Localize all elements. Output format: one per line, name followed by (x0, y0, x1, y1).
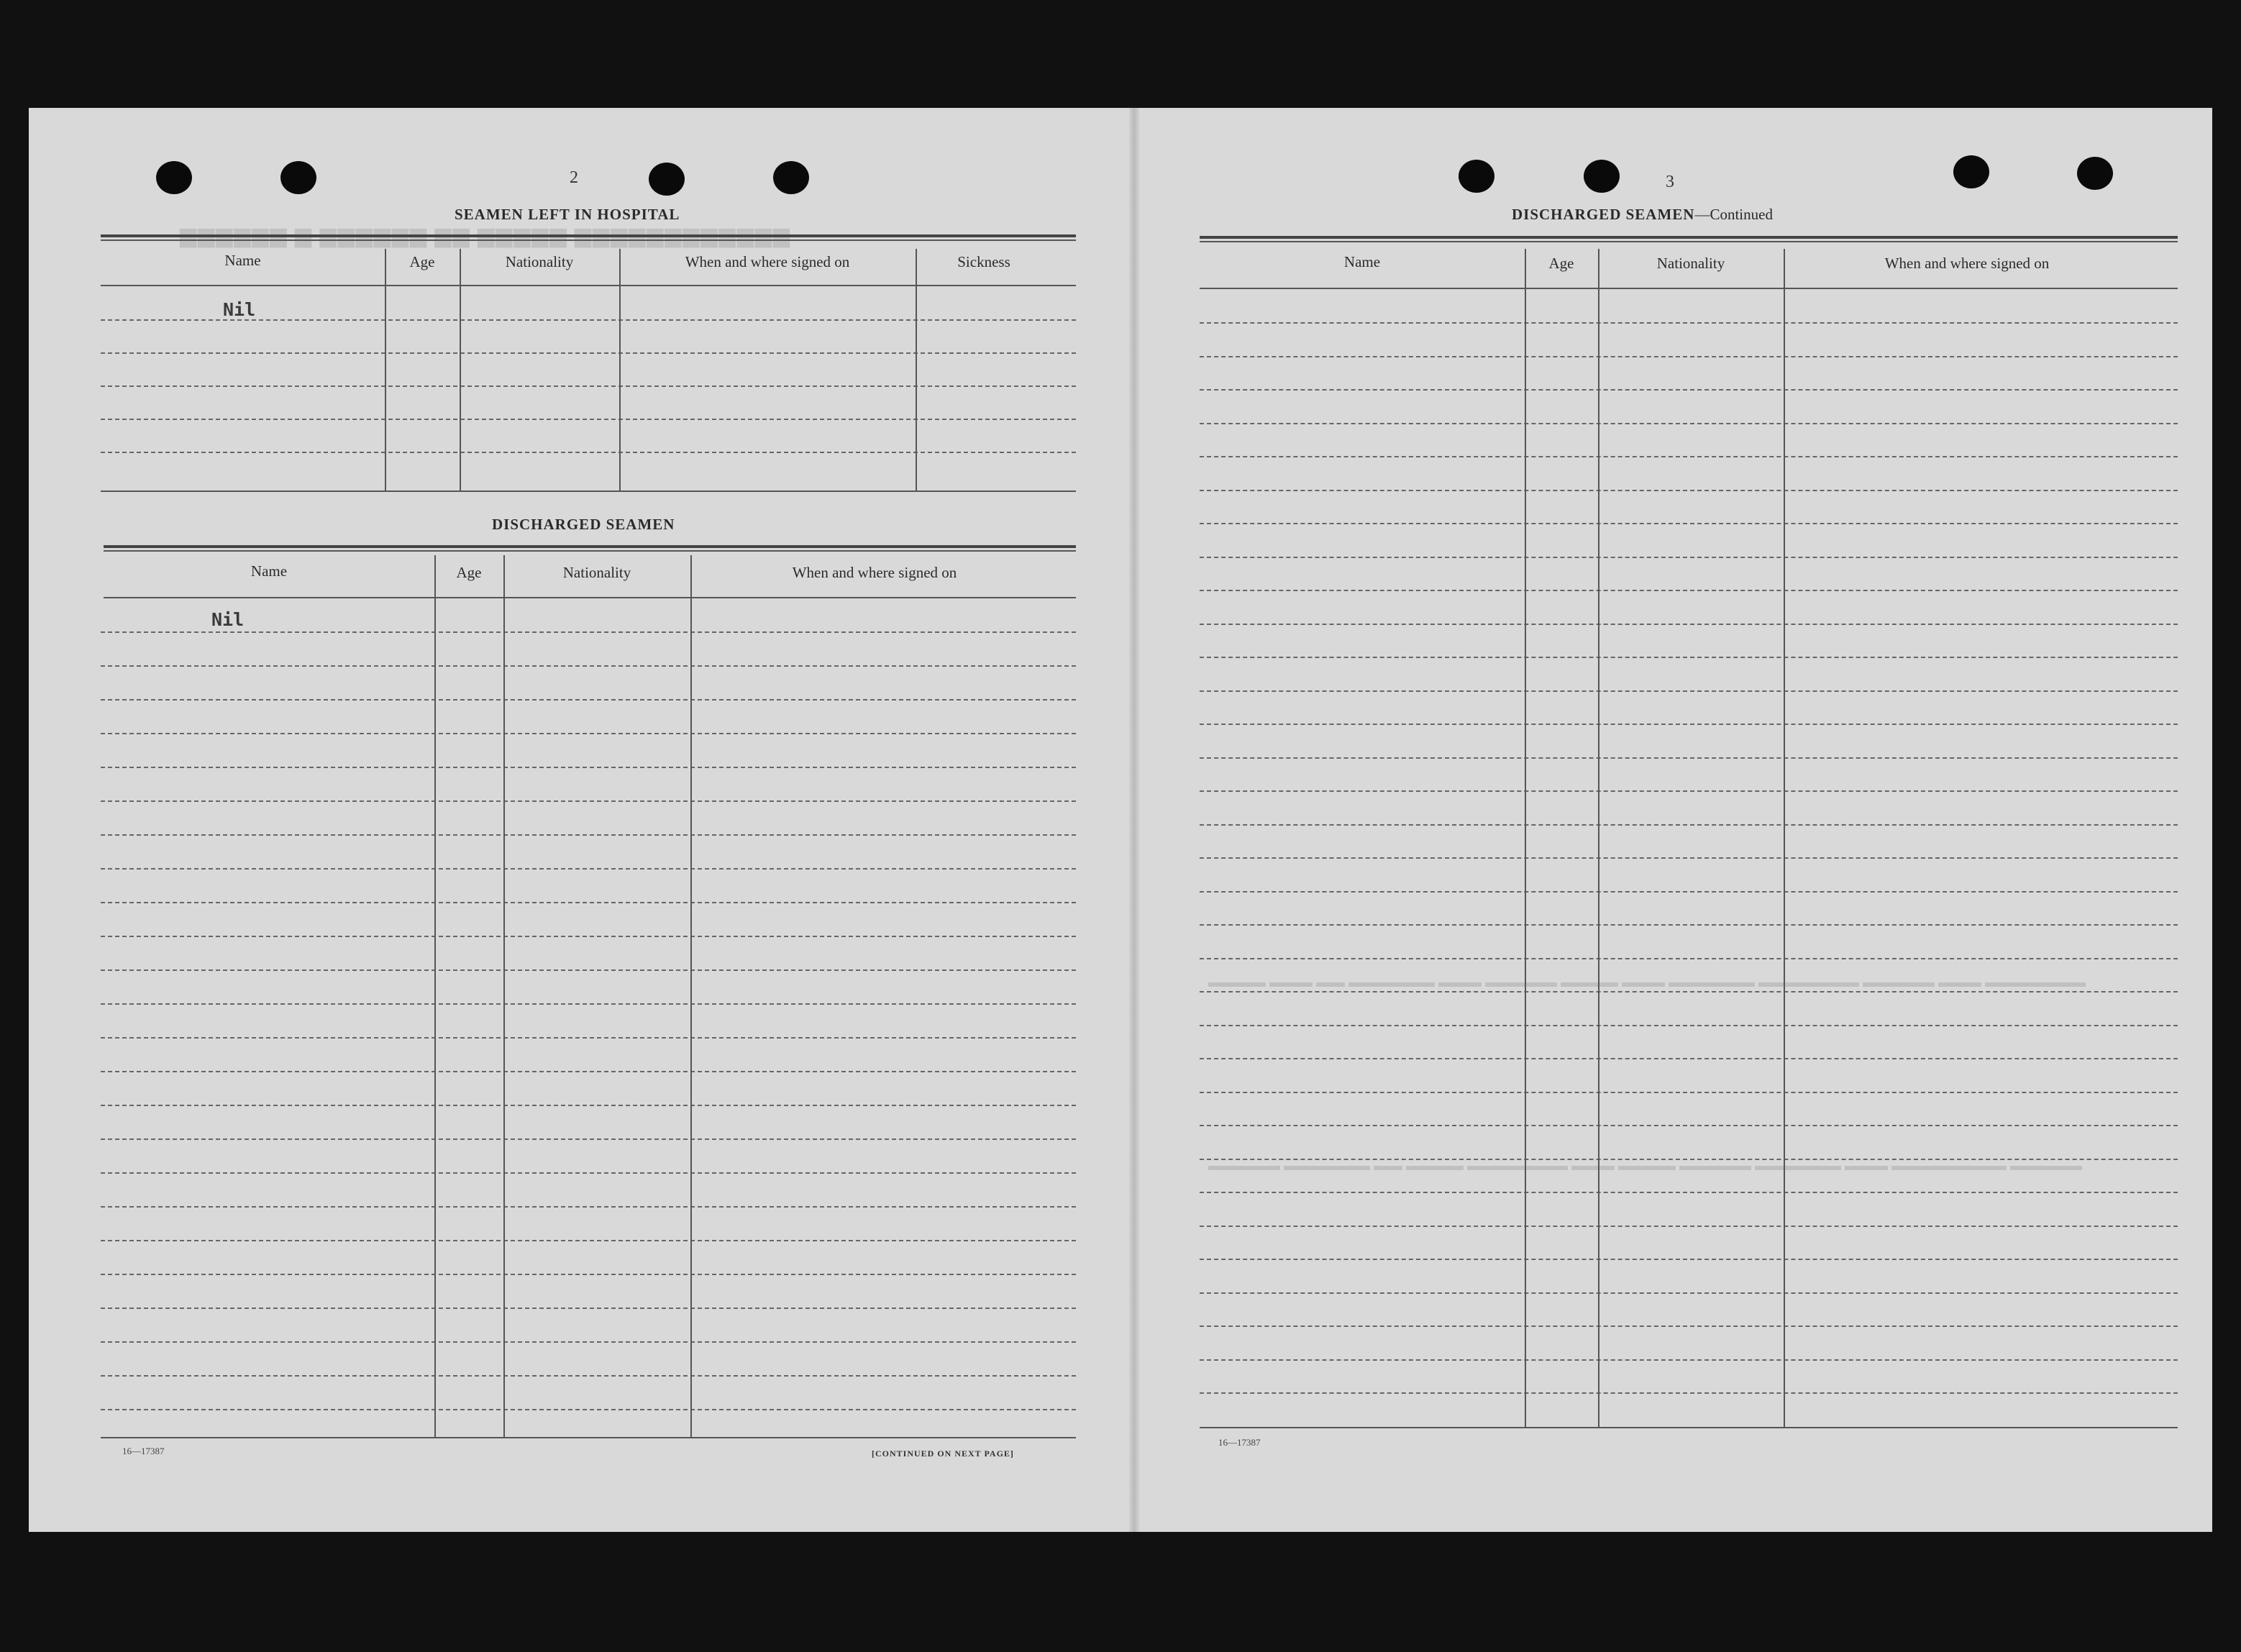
punch-hole-2 (280, 161, 316, 194)
hospital-row-line (101, 352, 1076, 354)
table-row-line (1200, 1192, 2178, 1193)
table-row-line (1200, 1226, 2178, 1227)
table-row-line (101, 1308, 1076, 1309)
discharged-col-divider (503, 555, 505, 1437)
punch-hole-8 (2077, 157, 2113, 190)
table-row-line (101, 1172, 1076, 1174)
table-row-line (1200, 657, 2178, 658)
table-row-line (101, 1206, 1076, 1208)
table-row-line (101, 800, 1076, 802)
table-row-line (101, 1240, 1076, 1241)
hospital-table-bottom-rule (101, 490, 1076, 492)
hospital-entry-name: Nil (223, 299, 256, 320)
hospital-col-age: Age (409, 253, 435, 270)
table-row-line (101, 969, 1076, 971)
table-row-line (1200, 958, 2178, 959)
discharged-col-name: Name (250, 562, 288, 580)
punch-hole-1 (156, 161, 192, 194)
discharged-col-nationality: Nationality (562, 564, 631, 581)
right-col-signed-on: When and where signed on (1884, 255, 2050, 272)
right-table-bottom-rule (1200, 1427, 2178, 1428)
hospital-col-nationality: Nationality (505, 253, 574, 270)
bleed-through-heading: ▆▆▆▆▆▆ ▆ ▆▆▆▆▆▆ ▆▆ ▆▆▆▆▆ ▆▆▆▆▆▆▆▆▆▆▆▆ (180, 224, 791, 247)
hospital-header-rule (101, 285, 1076, 286)
table-row-line (1200, 456, 2178, 457)
table-row-line (1200, 1159, 2178, 1160)
table-row-line (1200, 1058, 2178, 1059)
table-row-line (1200, 857, 2178, 859)
table-row-line (1200, 1359, 2178, 1361)
discharged-table-top-rule-2 (104, 550, 1076, 552)
page-number-left: 2 (570, 168, 578, 187)
table-row-line (1200, 924, 2178, 926)
right-col-age: Age (1548, 255, 1574, 272)
table-row-line (1200, 557, 2178, 558)
table-row-line (101, 1409, 1076, 1410)
right-section-title (1512, 206, 1773, 224)
table-row-line (101, 733, 1076, 734)
table-row-line (1200, 1392, 2178, 1394)
right-section-title-suffix: —Continued (1694, 206, 1773, 223)
hospital-col-divider (385, 249, 386, 490)
table-row-line (1200, 690, 2178, 692)
form-number-right: 16—17387 (1218, 1437, 1261, 1448)
table-row-line (101, 1003, 1076, 1005)
table-row-line (101, 834, 1076, 836)
table-row-line (101, 1105, 1076, 1106)
hospital-row-line (101, 385, 1076, 387)
table-row-line (101, 1071, 1076, 1072)
table-row-line (101, 665, 1076, 667)
hospital-col-divider (619, 249, 621, 490)
discharged-section-title: DISCHARGED SEAMEN (492, 516, 675, 533)
table-row-line (101, 1037, 1076, 1039)
table-row-line (1200, 891, 2178, 893)
table-row-line (1200, 322, 2178, 324)
hospital-section-title: SEAMEN LEFT IN HOSPITAL (455, 206, 680, 223)
table-row-line (101, 936, 1076, 937)
table-row-line (1200, 389, 2178, 391)
right-section-title-text: DISCHARGED SEAMEN (1512, 206, 1695, 223)
table-row-line (1200, 724, 2178, 725)
table-row-line (101, 1138, 1076, 1140)
right-col-divider (1525, 249, 1526, 1427)
discharged-col-signed-on: When and where signed on (792, 564, 957, 581)
table-row-line (101, 902, 1076, 903)
table-row-line (101, 1375, 1076, 1377)
table-row-line (1200, 1125, 2178, 1126)
table-row-line (101, 767, 1076, 768)
hospital-col-name: Name (224, 252, 261, 269)
table-row-line (1200, 523, 2178, 524)
discharged-col-age: Age (456, 564, 482, 581)
hospital-row-line (101, 419, 1076, 420)
table-row-line (101, 631, 1076, 633)
punch-hole-6 (1584, 160, 1620, 193)
table-row-line (1200, 790, 2178, 792)
table-row-line (1200, 490, 2178, 491)
continued-note: [CONTINUED ON NEXT PAGE] (872, 1448, 1014, 1459)
table-row-line (1200, 1325, 2178, 1327)
table-row-line (1200, 1292, 2178, 1294)
right-col-divider (1784, 249, 1785, 1427)
table-row-line (101, 699, 1076, 700)
table-row-line (1200, 991, 2178, 992)
table-row-line (1200, 423, 2178, 424)
hospital-col-divider (916, 249, 917, 490)
discharged-table-top-rule (104, 545, 1076, 548)
table-row-line (1200, 824, 2178, 826)
discharged-table-bottom-rule (101, 1437, 1076, 1438)
right-col-nationality: Nationality (1656, 255, 1725, 272)
bleed-through-paragraph-2: ▬▬▬▬▬ ▬▬▬▬▬▬ ▬▬ ▬▬▬▬ ▬▬▬▬▬▬▬ ▬▬▬ ▬▬▬▬ ▬▬▬▬▬ ▬▬▬▬▬▬ ▬▬▬ ▬▬▬▬▬▬▬▬ ▬▬▬▬▬ (1208, 1158, 2082, 1174)
right-col-divider (1598, 249, 1599, 1427)
right-table-top-rule-2 (1200, 241, 2178, 242)
table-row-line (101, 1274, 1076, 1275)
hospital-row-line (101, 452, 1076, 453)
hospital-col-signed-on: When and where signed on (685, 253, 850, 270)
punch-hole-3 (649, 163, 685, 196)
table-row-line (1200, 590, 2178, 591)
table-row-line (1200, 757, 2178, 759)
punch-hole-4 (773, 161, 809, 194)
right-header-rule (1200, 288, 2178, 289)
discharged-col-divider (434, 555, 436, 1437)
hospital-col-sickness: Sickness (957, 253, 1010, 270)
table-row-line (101, 1341, 1076, 1343)
bleed-through-paragraph: ▬▬▬▬ ▬▬▬ ▬▬ ▬▬▬▬▬▬ ▬▬▬ ▬▬▬▬▬ ▬▬▬▬ ▬▬▬ ▬▬▬▬▬▬ ▬▬▬▬▬▬▬ ▬▬▬▬▬ ▬▬▬ ▬▬▬▬▬▬▬ (1208, 975, 2086, 990)
discharged-col-divider (690, 555, 692, 1437)
punch-hole-7 (1953, 155, 1989, 188)
right-table-top-rule (1200, 236, 2178, 239)
right-col-name: Name (1343, 253, 1381, 270)
table-row-line (1200, 1092, 2178, 1093)
table-row-line (1200, 1259, 2178, 1260)
table-row-line (1200, 356, 2178, 357)
discharged-entry-name: Nil (211, 609, 245, 630)
discharged-header-rule (104, 597, 1076, 598)
page-number-right: 3 (1666, 173, 1674, 191)
form-number-left: 16—17387 (122, 1446, 165, 1456)
hospital-table-top-rule-2 (101, 239, 1076, 241)
hospital-col-divider (460, 249, 461, 490)
punch-hole-5 (1459, 160, 1494, 193)
table-row-line (1200, 1025, 2178, 1026)
hospital-table-top-rule (101, 234, 1076, 237)
table-row-line (1200, 624, 2178, 625)
table-row-line (101, 868, 1076, 870)
document-spread (29, 108, 2212, 1532)
